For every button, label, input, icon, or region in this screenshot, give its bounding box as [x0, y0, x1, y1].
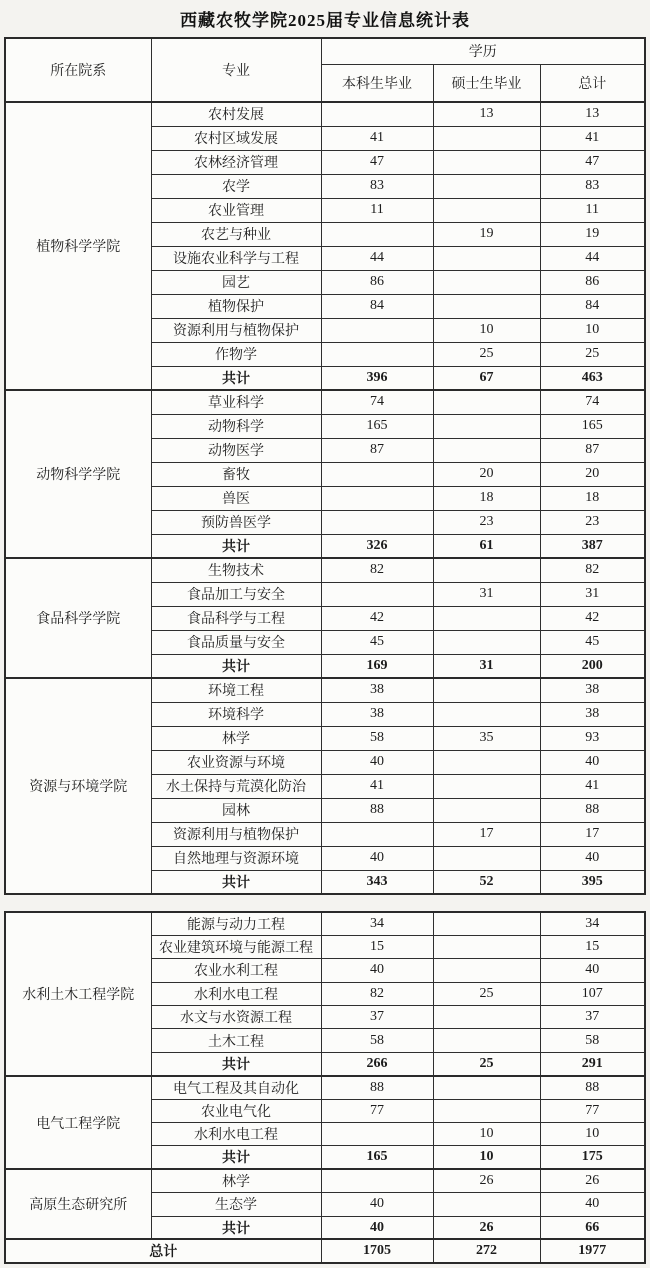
major-cell: 农村发展: [151, 102, 321, 126]
total-count-cell: 88: [540, 1076, 645, 1099]
undergrad-count-cell: 45: [321, 630, 433, 654]
total-count-cell: 42: [540, 606, 645, 630]
total-count-cell: 395: [540, 870, 645, 894]
total-count-cell: 10: [540, 318, 645, 342]
stats-table-upper: [4, 37, 646, 895]
college-name-cell: 高原生态研究所: [5, 1169, 151, 1239]
master-count-cell: 13: [433, 102, 540, 126]
total-count-cell: 40: [540, 959, 645, 982]
master-count-cell: [433, 774, 540, 798]
undergrad-count-cell: 88: [321, 798, 433, 822]
total-count-cell: 93: [540, 726, 645, 750]
total-count-cell: 15: [540, 935, 645, 958]
master-count-cell: 10: [433, 1123, 540, 1146]
total-count-cell: 83: [540, 174, 645, 198]
master-count-cell: 272: [433, 1239, 540, 1262]
undergrad-count-cell: 40: [321, 846, 433, 870]
table-row: [5, 678, 645, 702]
table-body-upper: [5, 102, 645, 894]
table-row: [5, 558, 645, 582]
total-count-cell: 26: [540, 1169, 645, 1192]
col-header-college: 所在院系: [5, 38, 151, 102]
undergrad-count-cell: [321, 102, 433, 126]
major-cell: 水土保持与荒漠化防治: [151, 774, 321, 798]
major-cell: 自然地理与资源环境: [151, 846, 321, 870]
master-count-cell: [433, 414, 540, 438]
major-cell: 共计: [151, 870, 321, 894]
undergrad-count-cell: 266: [321, 1052, 433, 1075]
undergrad-count-cell: 86: [321, 270, 433, 294]
major-cell: 动物医学: [151, 438, 321, 462]
major-cell: 土木工程: [151, 1029, 321, 1052]
major-cell: 动物科学: [151, 414, 321, 438]
master-count-cell: [433, 390, 540, 414]
major-cell: 环境科学: [151, 702, 321, 726]
master-count-cell: [433, 1029, 540, 1052]
undergrad-count-cell: 41: [321, 126, 433, 150]
undergrad-count-cell: 40: [321, 1216, 433, 1239]
total-count-cell: 87: [540, 438, 645, 462]
major-cell: 资源利用与植物保护: [151, 318, 321, 342]
undergrad-count-cell: 41: [321, 774, 433, 798]
undergrad-count-cell: 87: [321, 438, 433, 462]
undergrad-count-cell: 37: [321, 1006, 433, 1029]
major-cell: 共计: [151, 1216, 321, 1239]
undergrad-count-cell: 47: [321, 150, 433, 174]
total-count-cell: 41: [540, 126, 645, 150]
major-cell: 农业管理: [151, 198, 321, 222]
undergrad-count-cell: 396: [321, 366, 433, 390]
major-cell: 植物保护: [151, 294, 321, 318]
table-row: [5, 1169, 645, 1192]
master-count-cell: 31: [433, 654, 540, 678]
undergrad-count-cell: 326: [321, 534, 433, 558]
total-count-cell: 74: [540, 390, 645, 414]
major-cell: 食品质量与安全: [151, 630, 321, 654]
undergrad-count-cell: 82: [321, 558, 433, 582]
master-count-cell: [433, 1006, 540, 1029]
total-count-cell: 165: [540, 414, 645, 438]
master-count-cell: 35: [433, 726, 540, 750]
major-cell: 设施农业科学与工程: [151, 246, 321, 270]
total-count-cell: 11: [540, 198, 645, 222]
major-cell: 水利水电工程: [151, 1123, 321, 1146]
header-row-1: [5, 38, 645, 64]
master-count-cell: [433, 606, 540, 630]
major-cell: 园林: [151, 798, 321, 822]
undergrad-count-cell: 1705: [321, 1239, 433, 1262]
undergrad-count-cell: 88: [321, 1076, 433, 1099]
total-count-cell: 82: [540, 558, 645, 582]
major-cell: 林学: [151, 1169, 321, 1192]
master-count-cell: [433, 678, 540, 702]
total-count-cell: 41: [540, 774, 645, 798]
undergrad-count-cell: [321, 462, 433, 486]
undergrad-count-cell: 40: [321, 1193, 433, 1216]
total-count-cell: 66: [540, 1216, 645, 1239]
major-cell: 食品科学与工程: [151, 606, 321, 630]
major-cell: 共计: [151, 1052, 321, 1075]
total-count-cell: 40: [540, 846, 645, 870]
master-count-cell: 25: [433, 982, 540, 1005]
undergrad-count-cell: [321, 1169, 433, 1192]
total-count-cell: 45: [540, 630, 645, 654]
master-count-cell: [433, 198, 540, 222]
table-row: [5, 390, 645, 414]
undergrad-count-cell: 34: [321, 912, 433, 935]
master-count-cell: 52: [433, 870, 540, 894]
undergrad-count-cell: [321, 822, 433, 846]
major-cell: 生态学: [151, 1193, 321, 1216]
major-cell: 农业电气化: [151, 1099, 321, 1122]
major-cell: 环境工程: [151, 678, 321, 702]
master-count-cell: [433, 798, 540, 822]
total-count-cell: 38: [540, 678, 645, 702]
master-count-cell: 10: [433, 1146, 540, 1169]
total-count-cell: 40: [540, 1193, 645, 1216]
total-count-cell: 291: [540, 1052, 645, 1075]
undergrad-count-cell: 11: [321, 198, 433, 222]
col-header-education: 学历: [321, 38, 645, 64]
master-count-cell: [433, 846, 540, 870]
master-count-cell: [433, 270, 540, 294]
master-count-cell: 23: [433, 510, 540, 534]
total-count-cell: 1977: [540, 1239, 645, 1262]
master-count-cell: [433, 959, 540, 982]
college-name-cell: 食品科学学院: [5, 558, 151, 678]
table-header: [5, 38, 645, 102]
major-cell: 农业水利工程: [151, 959, 321, 982]
master-count-cell: 31: [433, 582, 540, 606]
total-count-cell: 25: [540, 342, 645, 366]
master-count-cell: [433, 1099, 540, 1122]
total-count-cell: 387: [540, 534, 645, 558]
stats-table-lower: [4, 911, 646, 1264]
college-name-cell: 植物科学学院: [5, 102, 151, 390]
master-count-cell: [433, 912, 540, 935]
master-count-cell: [433, 702, 540, 726]
major-cell: 农学: [151, 174, 321, 198]
major-cell: 电气工程及其自动化: [151, 1076, 321, 1099]
total-count-cell: 38: [540, 702, 645, 726]
col-header-total: 总计: [540, 64, 645, 102]
total-count-cell: 23: [540, 510, 645, 534]
major-cell: 能源与动力工程: [151, 912, 321, 935]
col-header-major: 专业: [151, 38, 321, 102]
total-count-cell: 84: [540, 294, 645, 318]
undergrad-count-cell: [321, 318, 433, 342]
master-count-cell: [433, 294, 540, 318]
undergrad-count-cell: [321, 486, 433, 510]
major-cell: 共计: [151, 654, 321, 678]
total-count-cell: 31: [540, 582, 645, 606]
undergrad-count-cell: 84: [321, 294, 433, 318]
total-count-cell: 175: [540, 1146, 645, 1169]
master-count-cell: 19: [433, 222, 540, 246]
total-count-cell: 17: [540, 822, 645, 846]
undergrad-count-cell: 82: [321, 982, 433, 1005]
master-count-cell: 25: [433, 1052, 540, 1075]
total-count-cell: 77: [540, 1099, 645, 1122]
major-cell: 农艺与种业: [151, 222, 321, 246]
major-cell: 生物技术: [151, 558, 321, 582]
col-header-undergrad: 本科生毕业: [321, 64, 433, 102]
master-count-cell: 67: [433, 366, 540, 390]
college-name-cell: 水利土木工程学院: [5, 912, 151, 1076]
total-count-cell: 13: [540, 102, 645, 126]
college-name-cell: 电气工程学院: [5, 1076, 151, 1170]
undergrad-count-cell: 42: [321, 606, 433, 630]
master-count-cell: [433, 150, 540, 174]
master-count-cell: [433, 174, 540, 198]
total-count-cell: 58: [540, 1029, 645, 1052]
major-cell: 兽医: [151, 486, 321, 510]
col-header-master: 硕士生毕业: [433, 64, 540, 102]
master-count-cell: [433, 1076, 540, 1099]
grand-total-row: [5, 1239, 645, 1262]
master-count-cell: 26: [433, 1169, 540, 1192]
undergrad-count-cell: 44: [321, 246, 433, 270]
master-count-cell: 17: [433, 822, 540, 846]
total-count-cell: 10: [540, 1123, 645, 1146]
undergrad-count-cell: 38: [321, 702, 433, 726]
total-count-cell: 47: [540, 150, 645, 174]
master-count-cell: [433, 750, 540, 774]
total-count-cell: 20: [540, 462, 645, 486]
undergrad-count-cell: 343: [321, 870, 433, 894]
undergrad-count-cell: [321, 1123, 433, 1146]
undergrad-count-cell: [321, 222, 433, 246]
undergrad-count-cell: [321, 510, 433, 534]
master-count-cell: [433, 630, 540, 654]
major-cell: 预防兽医学: [151, 510, 321, 534]
undergrad-count-cell: 58: [321, 726, 433, 750]
total-count-cell: 18: [540, 486, 645, 510]
master-count-cell: [433, 1193, 540, 1216]
undergrad-count-cell: 58: [321, 1029, 433, 1052]
major-cell: 农林经济管理: [151, 150, 321, 174]
undergrad-count-cell: 165: [321, 1146, 433, 1169]
major-cell: 畜牧: [151, 462, 321, 486]
total-count-cell: 88: [540, 798, 645, 822]
total-count-cell: 44: [540, 246, 645, 270]
total-count-cell: 463: [540, 366, 645, 390]
college-name-cell: 资源与环境学院: [5, 678, 151, 894]
major-cell: 作物学: [151, 342, 321, 366]
major-cell: 水利水电工程: [151, 982, 321, 1005]
master-count-cell: 25: [433, 342, 540, 366]
major-cell: 资源利用与植物保护: [151, 822, 321, 846]
total-count-cell: 86: [540, 270, 645, 294]
table-body-lower: [5, 912, 645, 1263]
undergrad-count-cell: [321, 342, 433, 366]
major-cell: 共计: [151, 366, 321, 390]
major-cell: 食品加工与安全: [151, 582, 321, 606]
major-cell: 农业建筑环境与能源工程: [151, 935, 321, 958]
major-cell: 农村区域发展: [151, 126, 321, 150]
master-count-cell: 26: [433, 1216, 540, 1239]
total-count-cell: 37: [540, 1006, 645, 1029]
master-count-cell: 61: [433, 534, 540, 558]
undergrad-count-cell: [321, 582, 433, 606]
master-count-cell: 18: [433, 486, 540, 510]
major-cell: 草业科学: [151, 390, 321, 414]
major-cell: 水文与水资源工程: [151, 1006, 321, 1029]
undergrad-count-cell: 169: [321, 654, 433, 678]
undergrad-count-cell: 40: [321, 750, 433, 774]
total-count-cell: 34: [540, 912, 645, 935]
undergrad-count-cell: 15: [321, 935, 433, 958]
master-count-cell: [433, 438, 540, 462]
undergrad-count-cell: 74: [321, 390, 433, 414]
major-cell: 林学: [151, 726, 321, 750]
total-count-cell: 19: [540, 222, 645, 246]
master-count-cell: [433, 558, 540, 582]
master-count-cell: 10: [433, 318, 540, 342]
undergrad-count-cell: 77: [321, 1099, 433, 1122]
table-row: [5, 1076, 645, 1099]
college-name-cell: 动物科学学院: [5, 390, 151, 558]
undergrad-count-cell: 165: [321, 414, 433, 438]
undergrad-count-cell: 83: [321, 174, 433, 198]
master-count-cell: [433, 246, 540, 270]
grand-total-label: 总计: [5, 1239, 321, 1262]
total-count-cell: 107: [540, 982, 645, 1005]
master-count-cell: [433, 126, 540, 150]
page-title: 西藏农牧学院2025届专业信息统计表: [180, 11, 470, 30]
master-count-cell: [433, 935, 540, 958]
major-cell: 共计: [151, 1146, 321, 1169]
total-count-cell: 40: [540, 750, 645, 774]
total-count-cell: 200: [540, 654, 645, 678]
table-row: [5, 102, 645, 126]
undergrad-count-cell: 38: [321, 678, 433, 702]
major-cell: 共计: [151, 534, 321, 558]
major-cell: 农业资源与环境: [151, 750, 321, 774]
master-count-cell: 20: [433, 462, 540, 486]
major-cell: 园艺: [151, 270, 321, 294]
table-row: [5, 912, 645, 935]
undergrad-count-cell: 40: [321, 959, 433, 982]
